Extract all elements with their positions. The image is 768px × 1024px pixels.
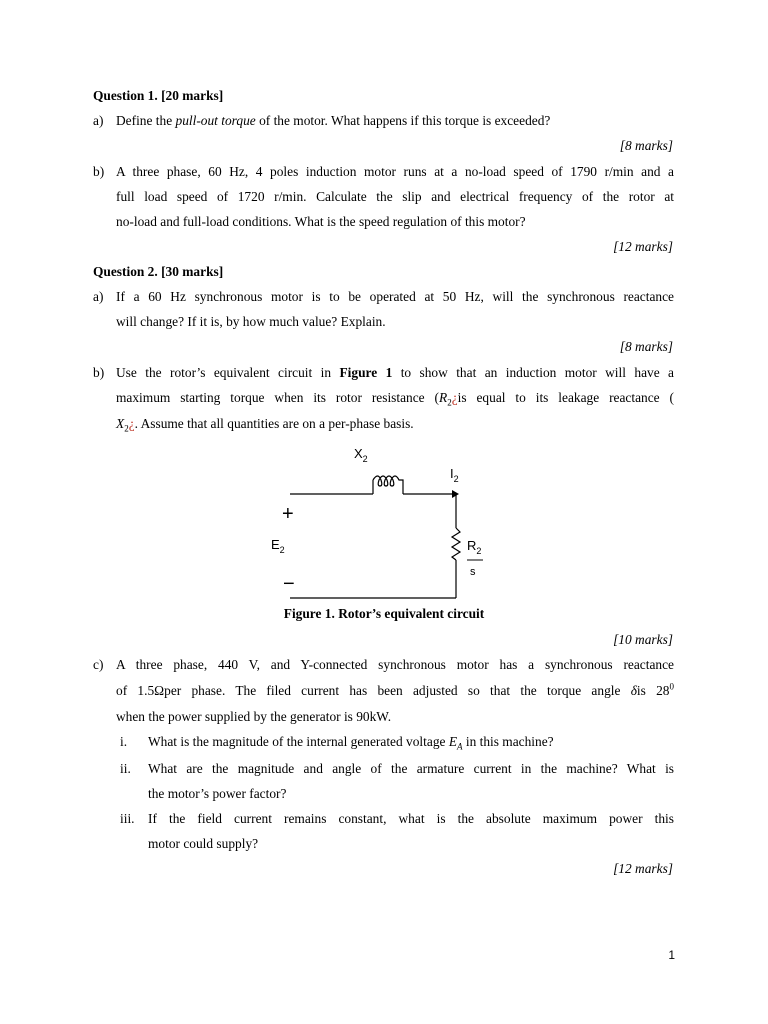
q2c-marks: [12 marks] (613, 861, 673, 876)
q2b-label: b) (93, 365, 105, 380)
q2b-line2: maximum starting torque when its rotor resistance ($R_2¿is$ equal to its leakage reactance ( (116, 390, 674, 408)
s-label: s (470, 566, 476, 578)
q1a-label: a) (93, 113, 104, 128)
q2c-iii-label: iii. (120, 811, 135, 826)
q2c-line1: A three phase, 440 V, and Y-connected synchronous motor has a synchronous reactance (116, 657, 674, 672)
q1b-label: b) (93, 164, 105, 179)
q1b-marks: [12 marks] (613, 239, 673, 254)
q1-heading: Question 1. [20 marks] (93, 88, 224, 103)
q2b-marks: [10 marks] (613, 632, 673, 647)
q2b-line1: Use the rotor’s equivalent circuit in Figure 1 to show that an induction motor will have a (116, 365, 675, 380)
q2c-line3: when the power supplied by the generator is 90kW. (116, 709, 392, 724)
q1a-text: Define the pull-out torque of the motor. What happens if this torque is exceeded? (116, 113, 551, 128)
q2a-line2: will change? If it is, by how much value? Explain. (116, 314, 386, 329)
q2-heading: Question 2. [30 marks] (93, 264, 224, 279)
minus-sign: − (283, 573, 295, 595)
page-number: 1 (668, 948, 675, 962)
q1b-line3: no-load and full-load conditions. What is the speed regulation of this motor? (116, 214, 526, 229)
q2c-ii-line1: What are the magnitude and angle of the armature current in the machine? What is (148, 761, 674, 776)
x2-label: $X_2$ (354, 446, 368, 464)
q2a-marks: [8 marks] (619, 339, 673, 354)
q1b-line1: A three phase, 60 Hz, 4 poles induction motor runs at a no-load speed of 1790 r/min and a (116, 164, 674, 179)
q2c-iii-line2: motor could supply? (148, 836, 259, 851)
resistor-zigzag-icon (452, 528, 460, 560)
q1b-line2: full load speed of 1720 r/min. Calculate the slip and electrical frequency of the rotor at (116, 189, 674, 204)
q2c-i-label: i. (120, 734, 128, 749)
q2c-ii-line2: the motor’s power factor? (148, 786, 287, 801)
q2a-label: a) (93, 289, 104, 304)
r2-label: $R_2$ (467, 538, 482, 556)
q2c-label: c) (93, 657, 104, 672)
q2c-line2: of 1.5Ωper phase. The filed current has been adjusted so that the torque angle δis $28^0$ (116, 681, 674, 698)
q1a-marks: [8 marks] (619, 138, 673, 153)
inductor-coil-icon (373, 476, 403, 494)
q2c-ii-label: ii. (120, 761, 131, 776)
plus-sign: + (282, 503, 294, 525)
q2a-line1: If a 60 Hz synchronous motor is to be operated at 50 Hz, will the synchronous reactance (116, 289, 674, 304)
rotor-equivalent-circuit-diagram (260, 440, 510, 600)
figure-caption: Figure 1. Rotor’s equivalent circuit (283, 606, 485, 621)
i2-label: $I_2$ (450, 466, 459, 484)
e2-label: $E_2$ (271, 537, 285, 555)
q2c-iii-line1: If the field current remains constant, what is the absolute maximum power this (148, 811, 674, 826)
q2b-line3: $X_2¿$. Assume that all quantities are on a per-phase basis. (116, 416, 414, 434)
q2c-i-text: What is the magnitude of the internal generated voltage $E_A$ in this machine? (148, 734, 554, 752)
